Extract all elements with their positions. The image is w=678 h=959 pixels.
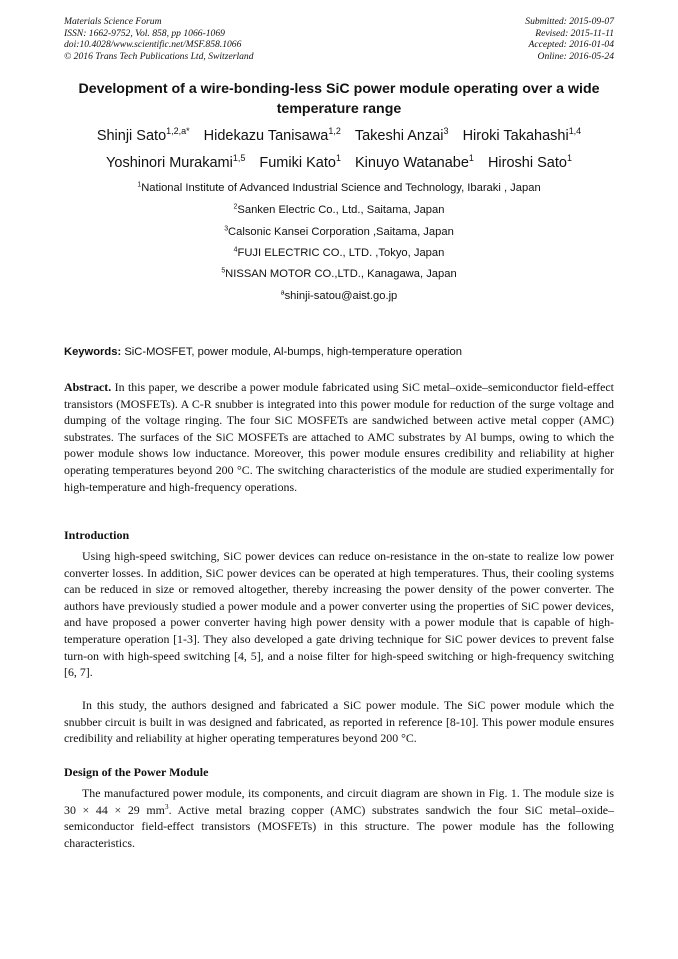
- author: Hidekazu Tanisawa$^{1,2}$: [203, 126, 341, 144]
- journal-copyright: © 2016 Trans Tech Publications Ltd, Switzerland: [64, 50, 254, 62]
- author: Hiroshi Sato$^1$: [487, 153, 572, 171]
- submission-dates: [525, 16, 614, 62]
- section-heading-design: Design of the Power Module: [64, 765, 209, 779]
- date-revised: Revised: 2015-11-11: [535, 27, 614, 39]
- paragraph: Using high-speed switching, SiC power devices can reduce on-resistance in the on-state to realize low power converter losses. In addition, SiC power devices can be operated at high temperatures. Thus, their cooling systems can be reduced in size or removed altogether, thereby increasing the power density of the power converter. The authors have previously studied a power module and a power converter using the properties of SiC power devices, and have proposed a power converter having high power density with a power module that is capable of high-temperature operation [1-3]. They also developed a gate driving technique for SiC power devices to prevent false turn-on with high-speed switching [4, 5], and a noise filter for high-speed switching or high-frequency switching [6, 7].: [64, 549, 614, 680]
- date-online: Online: 2016-05-24: [537, 50, 614, 62]
- journal-name: Materials Science Forum: [64, 16, 162, 27]
- paragraph: The manufactured power module, its components, and circuit diagram are shown in Fig. 1. The module size is 30 × 44 × 29 $mm^3$. Active metal brazing copper (AMC) substrates sandwich the four SiC metal–oxide–semiconductor field-effect transistors (MOSFETs) in this structure. The power module has the following characteristics.: [64, 786, 614, 850]
- abstract-label: Abstract.: [64, 380, 112, 394]
- corresponding-email[interactable]: $^a$shinji-satou@aist.go.jp: [280, 289, 398, 302]
- journal-doi: doi:10.4028/www.scientific.net/MSF.858.1066: [64, 39, 242, 51]
- affiliation: $^5$NISSAN MOTOR CO.,LTD., Kanagawa, Japan: [221, 267, 457, 280]
- author: Kinuyo Watanabe$^1$: [354, 153, 474, 171]
- author: Shinji Sato$^{1,2,a*}$: [96, 126, 190, 144]
- keywords-label: Keywords:: [64, 346, 122, 358]
- authors-line-2: [48, 155, 630, 171]
- author: Fumiki Kato$^1$: [259, 153, 341, 171]
- keywords: [64, 346, 614, 358]
- journal-issn: ISSN: 1662-9752, Vol. 858, pp 1066-1069: [64, 27, 225, 39]
- authors-line-1: [48, 128, 630, 144]
- journal-info: [64, 16, 254, 62]
- author: Takeshi Anzai$^3$: [354, 126, 449, 144]
- section-heading-introduction: Introduction: [64, 528, 130, 542]
- date-submitted: Submitted: 2015-09-07: [525, 16, 614, 27]
- affiliation: $^3$Calsonic Kansei Corporation ,Saitama, Japan: [224, 225, 454, 238]
- affiliation: $^4$FUJI ELECTRIC CO., LTD. ,Tokyo, Japan: [233, 246, 445, 259]
- paper-title: Development of a wire-bonding-less SiC power module operating over a wide temperature range: [78, 81, 600, 117]
- paragraph: In this study, the authors designed and fabricated a SiC power module. The SiC power module which the snubber circuit is built in was designed and fabricated, as reported in reference [8-10]. This power module ensures credibility and reliability at higher operating temperatures beyond 200 °C.: [64, 698, 614, 746]
- affiliation: $^2$Sanken Electric Co., Ltd., Saitama, Japan: [233, 203, 445, 216]
- affiliation: $^1$National Institute of Advanced Industrial Science and Technology, Ibaraki , Japan: [137, 181, 541, 194]
- abstract-text: In this paper, we describe a power module fabricated using SiC metal–oxide–semiconductor field-effect transistors (MOSFETs). A C-R snubber is integrated into this power module for reduction of the surge voltage and dumping of the voltage ringing. The four SiC MOSFETs are sandwiched between active metal copper (AMC) substrates. The surfaces of the SiC MOSFETs are attached to AMC substrates by Al bumps, owing to which the power module shows low inductance. Moreover, this power module ensures credibility and reliability at higher operating temperatures beyond 200 °C. The switching characteristics of the module are studied experimentally for high-temperature and high-frequency operations.: [64, 380, 614, 494]
- abstract: [64, 379, 614, 495]
- keywords-text: SiC-MOSFET, power module, Al-bumps, high-temperature operation: [124, 346, 462, 358]
- author: Yoshinori Murakami$^{1,5}$: [106, 153, 246, 171]
- date-accepted: Accepted: 2016-01-04: [528, 39, 614, 51]
- author: Hiroki Takahashi$^{1,4}$: [462, 126, 582, 144]
